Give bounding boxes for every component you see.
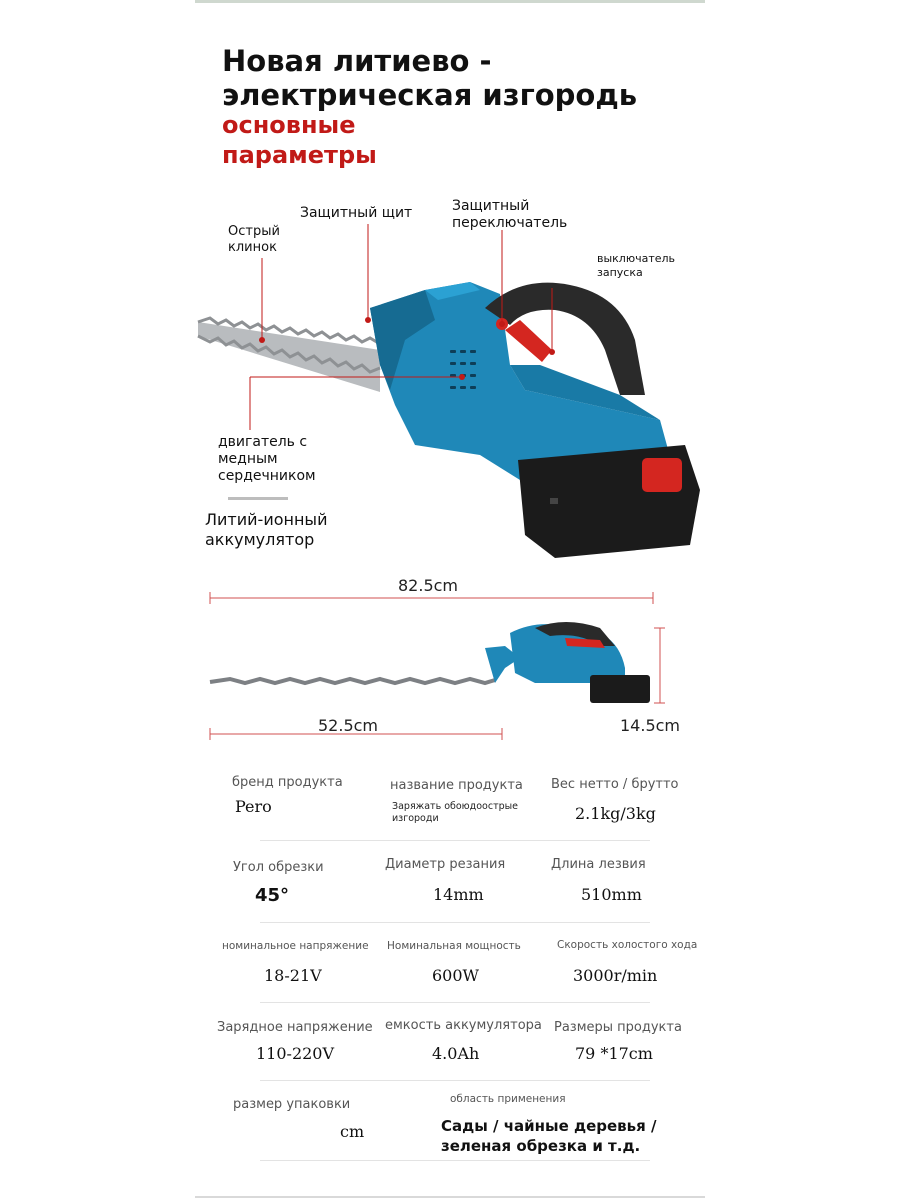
blade-length-spec-label: Длина лезвия [551, 857, 646, 872]
application-value-line-1: Сады / чайные деревья / [441, 1117, 657, 1135]
rated-voltage-label: номинальное напряжение [222, 940, 369, 952]
callout-motor [218, 434, 316, 485]
charge-voltage-value: 110-220V [256, 1044, 335, 1063]
row-divider-1 [260, 840, 650, 841]
weight-label: Вес нетто / брутто [551, 777, 679, 792]
product-name-label: название продукта [390, 778, 523, 793]
package-size-label: размер упаковки [233, 1097, 351, 1112]
brand-value: Pero [235, 797, 272, 816]
title-line-2: электрическая изгородь [222, 78, 638, 112]
no-load-speed-label: Скорость холостого хода [557, 939, 698, 951]
row-divider-5 [260, 1160, 650, 1161]
battery-callout-line [228, 497, 288, 500]
callout-safety-line-2: переключатель [452, 215, 568, 231]
battery-capacity-label: емкость аккумулятора [385, 1018, 542, 1033]
blade-icon [198, 318, 380, 392]
subtitle-line-1: основные [222, 111, 356, 139]
product-name-value-line-2: изгороди [392, 813, 439, 824]
application-label: область применения [450, 1093, 566, 1105]
subtitle-line-2: параметры [222, 141, 377, 169]
product-name-value [392, 801, 518, 825]
product-size-value: 79 *17cm [575, 1044, 653, 1063]
cut-diameter-label: Диаметр резания [385, 857, 506, 872]
application-value-line-2: зеленая обрезка и т.д. [441, 1137, 641, 1155]
callout-blade [228, 224, 280, 256]
callout-battery-line-2: аккумулятор [205, 530, 315, 549]
cut-angle-value: 45° [255, 885, 290, 906]
callout-motor-line-1: двигатель с [218, 434, 308, 450]
side-view-trimmer-icon [210, 622, 650, 703]
callout-trigger [597, 252, 675, 280]
battery-capacity-value: 4.0Ah [432, 1044, 480, 1063]
row-divider-3 [260, 1002, 650, 1003]
cut-angle-label: Угол обрезки [233, 860, 324, 875]
product-size-label: Размеры продукта [554, 1020, 682, 1035]
height-label: 14.5cm [620, 716, 681, 735]
callout-blade-line-2: клинок [228, 240, 277, 255]
callout-trigger-line-2: запуска [597, 266, 643, 279]
cut-diameter-value: 14mm [433, 885, 484, 904]
total-length-label: 82.5cm [398, 576, 459, 595]
callout-battery-line-1: Литий-ионный [205, 510, 328, 529]
callout-motor-line-2: медным [218, 451, 278, 467]
callout-trigger-line-1: выключатель [597, 252, 676, 265]
row-divider-2 [260, 922, 650, 923]
dimension-diagram [205, 588, 665, 748]
callout-safety-switch [452, 198, 567, 232]
brand-label: бренд продукта [232, 775, 343, 790]
battery-icon [518, 445, 700, 558]
callout-safety-line-1: Защитный [452, 198, 530, 214]
bottom-divider [195, 1196, 705, 1198]
top-divider [195, 0, 705, 3]
callout-shield: Защитный щит [300, 205, 413, 221]
callout-blade-line-1: Острый [228, 224, 280, 239]
rated-voltage-value: 18-21V [264, 966, 322, 985]
rated-power-label: Номинальная мощность [387, 940, 521, 952]
rated-power-value: 600W [432, 966, 479, 985]
weight-value: 2.1kg/3kg [575, 804, 656, 823]
package-size-value: cm [340, 1122, 365, 1141]
no-load-speed-value: 3000r/min [573, 966, 658, 985]
charge-voltage-label: Зарядное напряжение [217, 1020, 373, 1035]
product-name-value-line-1: Заряжать обоюдоострые [392, 801, 518, 812]
callout-battery [205, 510, 327, 550]
callout-motor-line-3: сердечником [218, 468, 316, 484]
row-divider-4 [260, 1080, 650, 1081]
blade-length-spec-value: 510mm [581, 885, 642, 904]
blade-length-label: 52.5cm [318, 716, 379, 735]
title-line-1: Новая литиево - [222, 44, 492, 78]
application-value [441, 1116, 657, 1156]
